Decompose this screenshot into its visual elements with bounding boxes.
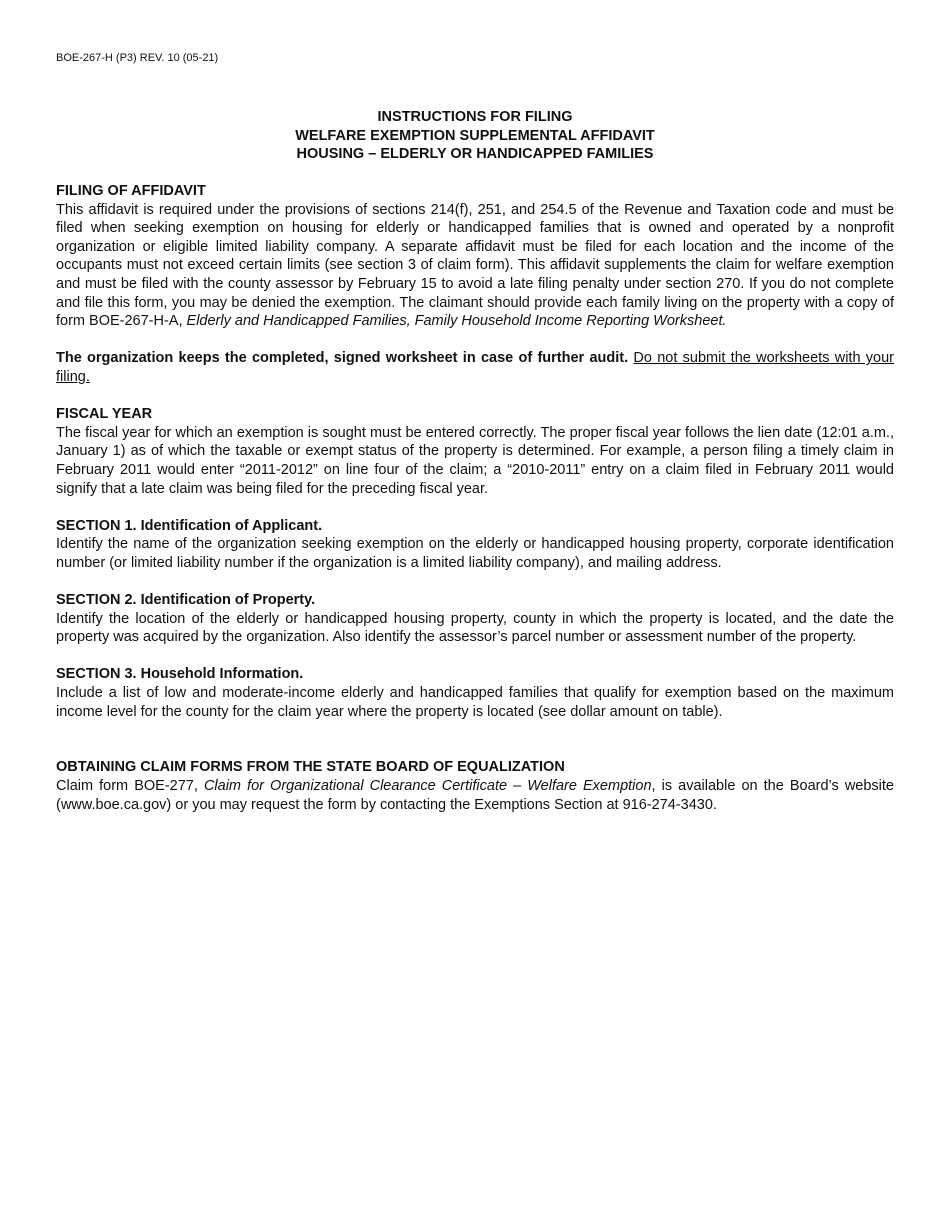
section-filing-of-affidavit [56, 182, 894, 331]
obtaining-body [56, 777, 894, 814]
section1-body: Identify the name of the organization seeking exemption on the elderly or handicapped housing property, corporate identification number (or limited liability number if the organization is a limited liability company), and mailing address. [56, 536, 894, 571]
audit-note-underline: Do not submit the worksheets with your filing. [56, 350, 894, 385]
filing-body-text: This affidavit is required under the provisions of sections 214(f), 251, and 254.5 of the Revenue and Taxation code and must be filed when seeking exemption on housing for elderly or handicapped families that is owned and operated by a nonprofit organization or eligible limited liability company. A separate affidavit must be filed for each location and the income of the occupants must not exceed certain limits (see section 3 of claim form). This affidavit supplements the claim for welfare exemption and must be filed with the county assessor by February 15 to avoid a late filing penalty under section 270. If you do not complete and file this form, you may be denied the exemption. The claimant should provide each family living on the property with a copy of form BOE-267-H-A, [56, 201, 894, 330]
title-line-1: INSTRUCTIONS FOR FILING [377, 109, 573, 125]
section3-body: Include a list of low and moderate-income elderly and handicapped families that qualify for exemption based on the maximum income level for the county for the claim year where the property is located (see dollar amount on table). [56, 685, 894, 720]
section2-heading: SECTION 2. Identification of Property. [56, 592, 316, 609]
section2-body: Identify the location of the elderly or handicapped housing property, county in which the property is located, and the date the property was acquired by the organization. Also identify the assessor’s parcel number or assessment number of the property. [56, 610, 894, 646]
section1-heading: SECTION 1. Identification of Applicant. [56, 517, 323, 534]
section-fiscal-year [56, 405, 894, 498]
form-code: BOE-267-H (P3) REV. 10 (05-21) [56, 52, 219, 64]
audit-note [56, 349, 894, 386]
section-obtaining-claim-forms [56, 758, 894, 814]
section3-heading: SECTION 3. Household Information. [56, 666, 304, 683]
filing-body [56, 201, 894, 331]
fiscal-heading: FISCAL YEAR [56, 406, 153, 423]
title-line-2: WELFARE EXEMPTION SUPPLEMENTAL AFFIDAVIT [295, 127, 655, 144]
section-3 [56, 665, 894, 721]
title-line-3: HOUSING – ELDERLY OR HANDICAPPED FAMILIES [296, 146, 654, 163]
fiscal-body: The fiscal year for which an exemption is sought must be entered correctly. The proper fiscal year follows the lien date (12:01 a.m., January 1) as of which the taxable or exempt status of the property is determined. For example, a person filing a timely claim in February 2011 would enter “2011-2012” on line four of the claim; a “2010-2011” entry on a claim filed in February 2011 would signify that a late claim was being filed for the preceding fiscal year. [56, 424, 894, 497]
filing-heading: FILING OF AFFIDAVIT [56, 183, 206, 199]
filing-worksheet-title: Elderly and Handicapped Families, Family Household Income Reporting Worksheet. [186, 313, 727, 330]
obtaining-post: , is available on the Board’s website (www.boe.ca.gov) or you may request the form by contacting the Exemptions Section at 916-274-3430. [56, 778, 894, 813]
spacer [56, 740, 894, 759]
section-2 [56, 591, 894, 647]
section-1 [56, 517, 894, 573]
obtaining-pre: Claim form BOE-277, [56, 778, 204, 794]
document-content [56, 182, 894, 833]
document-title [56, 108, 894, 164]
audit-note-bold: The organization keeps the completed, signed worksheet in case of further audit. [56, 350, 629, 367]
obtaining-heading: OBTAINING CLAIM FORMS FROM THE STATE BOARD OF EQUALIZATION [56, 759, 565, 776]
obtaining-claim-title: Claim for Organizational Clearance Certificate – Welfare Exemption [203, 778, 652, 794]
